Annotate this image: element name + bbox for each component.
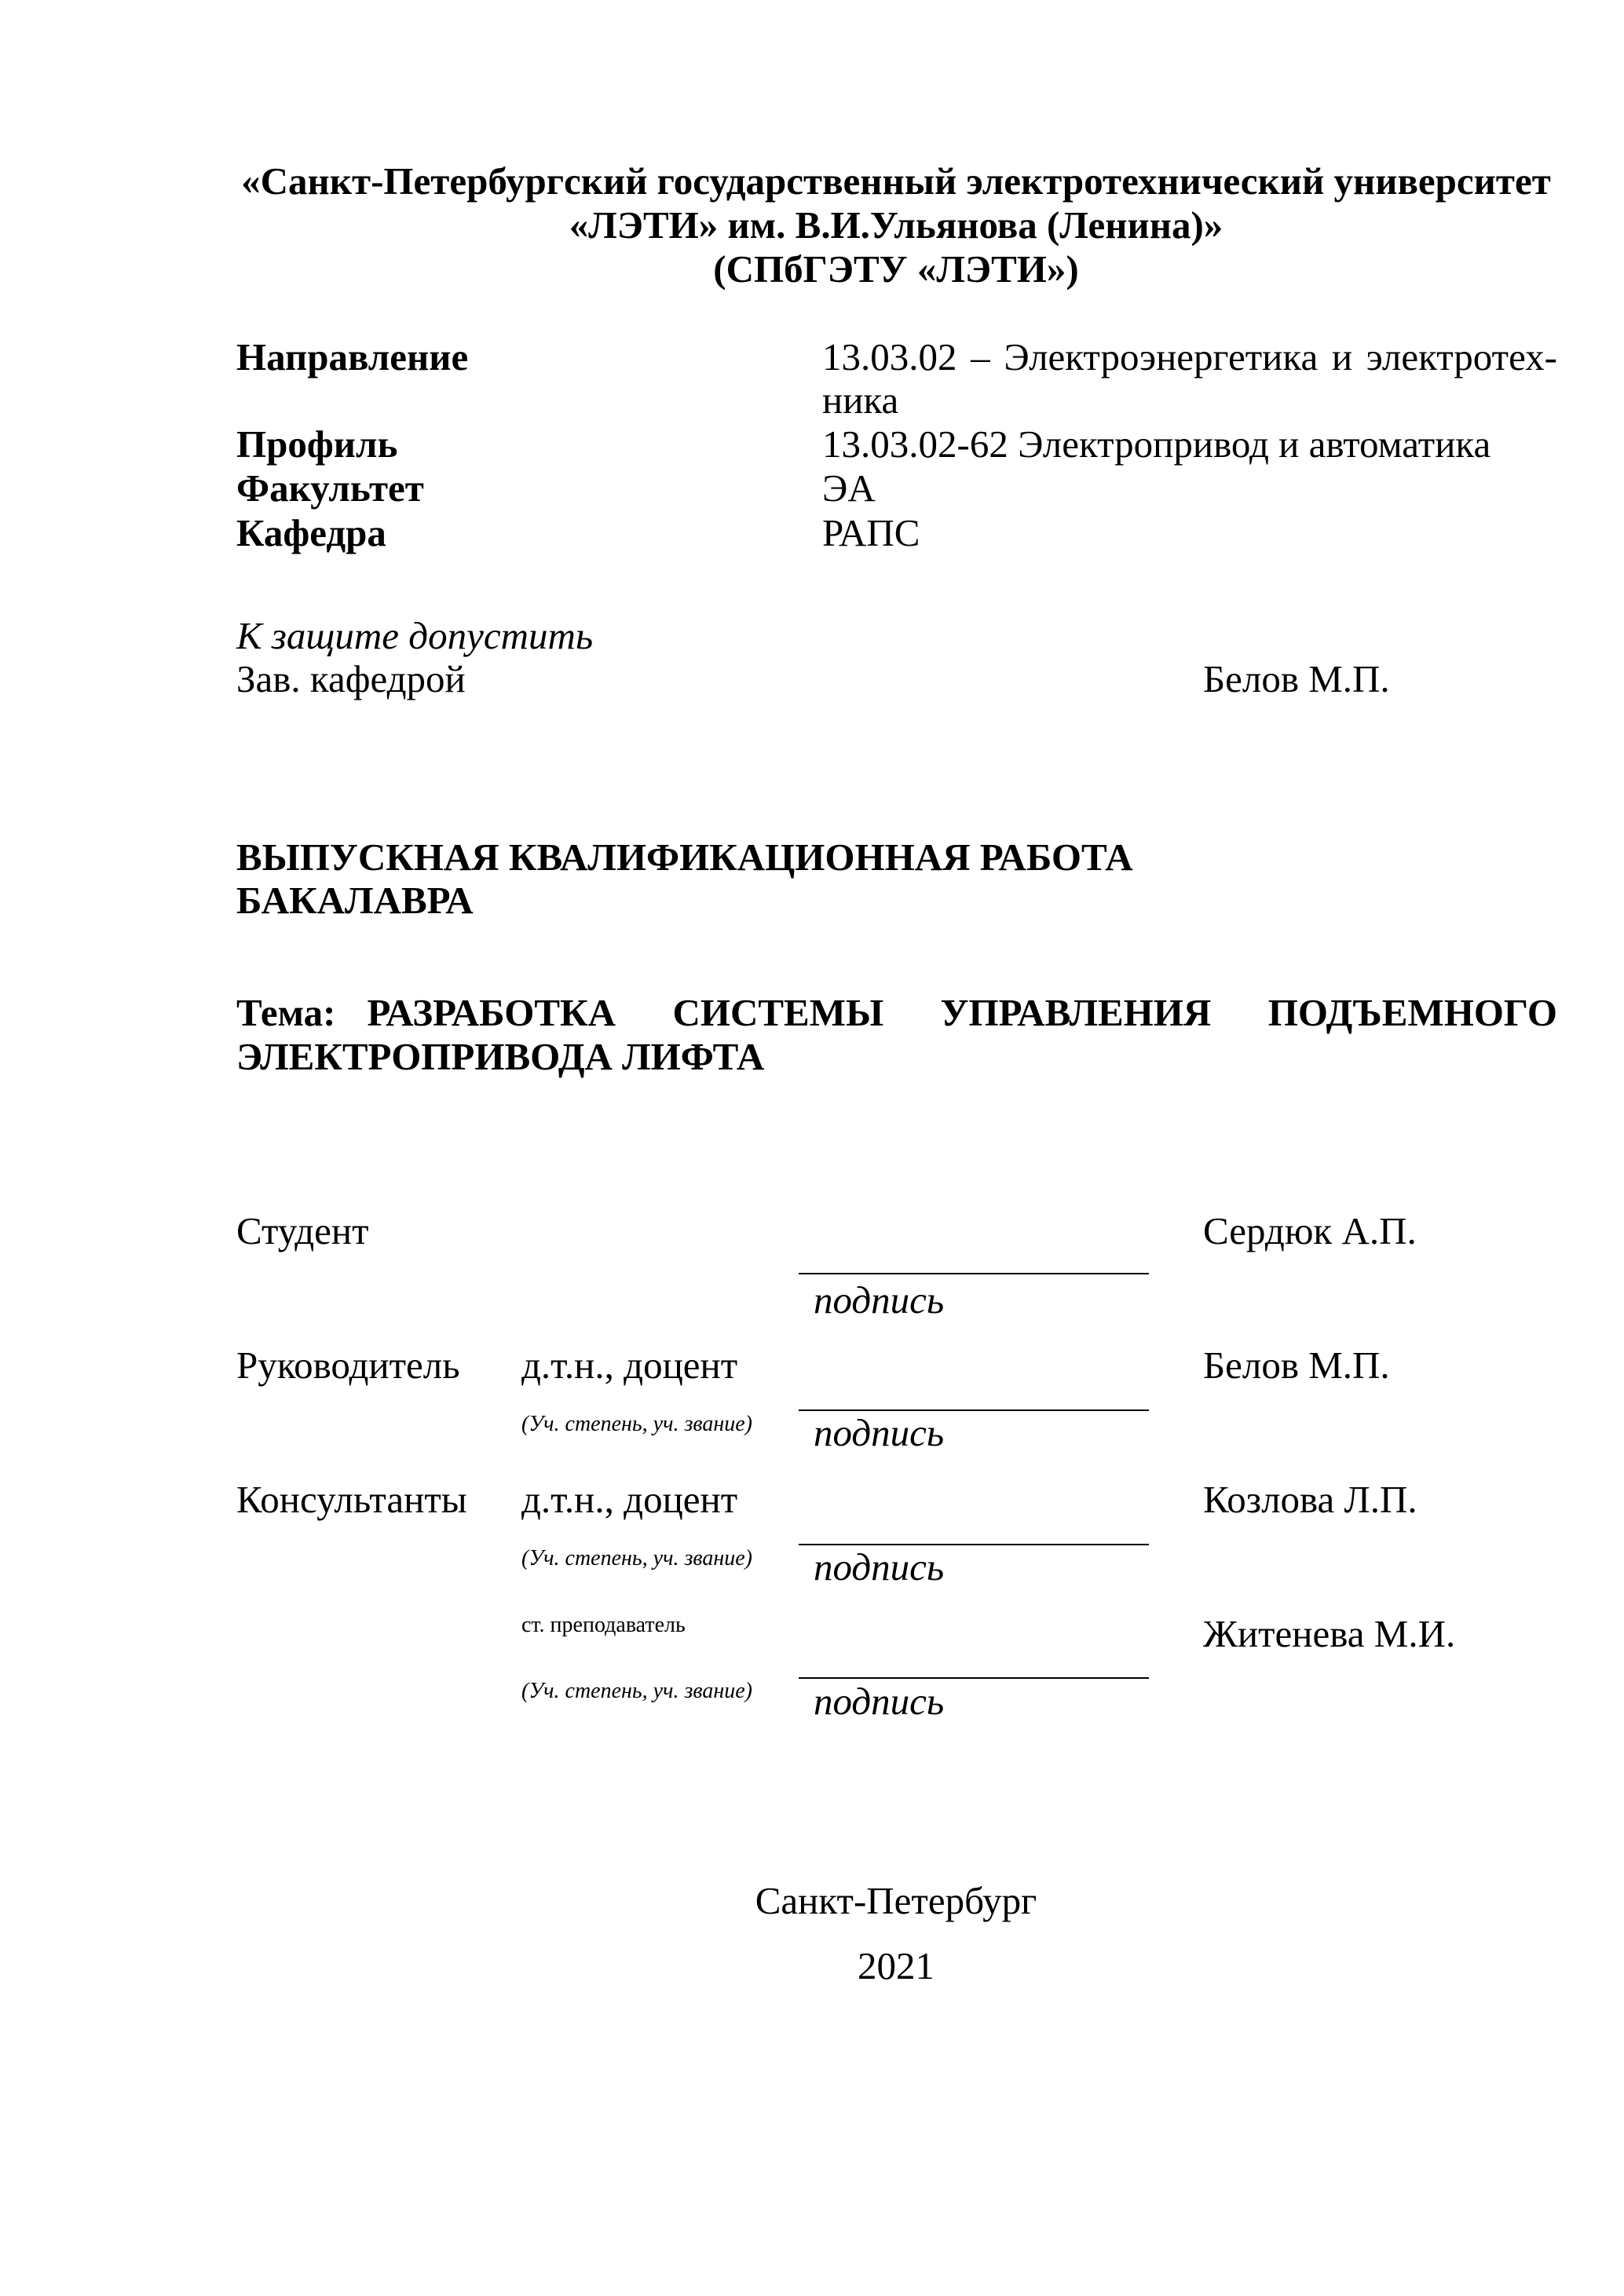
- work-type-line1: ВЫПУСКНАЯ КВАЛИФИКАЦИОННАЯ РАБОТА: [236, 835, 1133, 879]
- faculty-value: ЭА: [822, 466, 876, 510]
- consultant2-degree: ст. преподаватель: [521, 1613, 686, 1637]
- profile-label: Профиль: [236, 422, 398, 466]
- topic-line2: ЭЛЕКТРОПРИВОДА ЛИФТА: [236, 1035, 765, 1078]
- student-signature-line: [799, 1273, 1149, 1274]
- topic-label: Тема:: [236, 991, 336, 1034]
- degree-caption: (Уч. степень, уч. звание): [521, 1412, 752, 1436]
- degree-caption: (Уч. степень, уч. звание): [521, 1546, 752, 1570]
- student-name: Сердюк А.П.: [1203, 1209, 1417, 1252]
- direction-value-cont: ника: [822, 378, 899, 422]
- profile-value: 13.03.02-62 Электропривод и автоматика: [822, 422, 1491, 466]
- consultants-label: Консультанты: [236, 1478, 467, 1521]
- consultant1-name: Козлова Л.П.: [1203, 1478, 1417, 1521]
- consultant2-signature-line: [799, 1677, 1149, 1679]
- signature-caption: подпись: [814, 1278, 945, 1322]
- consultant2-name: Житенева М.И.: [1203, 1612, 1456, 1655]
- signature-caption: подпись: [814, 1680, 945, 1723]
- consultant1-degree: д.т.н., доцент: [521, 1478, 738, 1521]
- university-name-line1: «Санкт-Петербургский государственный электротехнический университет: [241, 159, 1551, 203]
- topic-text: РАЗРАБОТКА СИСТЕМЫ УПРАВЛЕНИЯ ПОДЪЕМНОГО: [367, 991, 1557, 1034]
- year: 2021: [858, 1944, 935, 1987]
- university-abbrev: (СПбГЭТУ «ЛЭТИ»): [713, 247, 1079, 291]
- head-of-department-name: Белов М.П.: [1203, 657, 1390, 700]
- direction-label: Направление: [236, 335, 469, 378]
- signature-caption: подпись: [814, 1411, 945, 1454]
- department-value: РАПС: [822, 511, 920, 554]
- department-label: Кафедра: [236, 511, 386, 554]
- faculty-label: Факультет: [236, 466, 424, 510]
- direction-value: 13.03.02 – Электроэнергетика и электротех-: [822, 335, 1557, 378]
- supervisor-label: Руководитель: [236, 1344, 460, 1387]
- degree-caption: (Уч. степень, уч. звание): [521, 1679, 752, 1703]
- signature-caption: подпись: [814, 1545, 945, 1589]
- topic-line1: [236, 991, 1557, 1035]
- university-name-line2: «ЛЭТИ» им. В.И.Ульянова (Ленина)»: [569, 203, 1223, 247]
- work-type-line2: БАКАЛАВРА: [236, 879, 474, 922]
- city: Санкт-Петербург: [755, 1879, 1037, 1922]
- admission-title: К защите допустить: [236, 614, 594, 657]
- supervisor-degree: д.т.н., доцент: [521, 1344, 738, 1387]
- student-label: Студент: [236, 1209, 369, 1252]
- head-of-department-label: Зав. кафедрой: [236, 657, 466, 700]
- supervisor-name: Белов М.П.: [1203, 1344, 1390, 1387]
